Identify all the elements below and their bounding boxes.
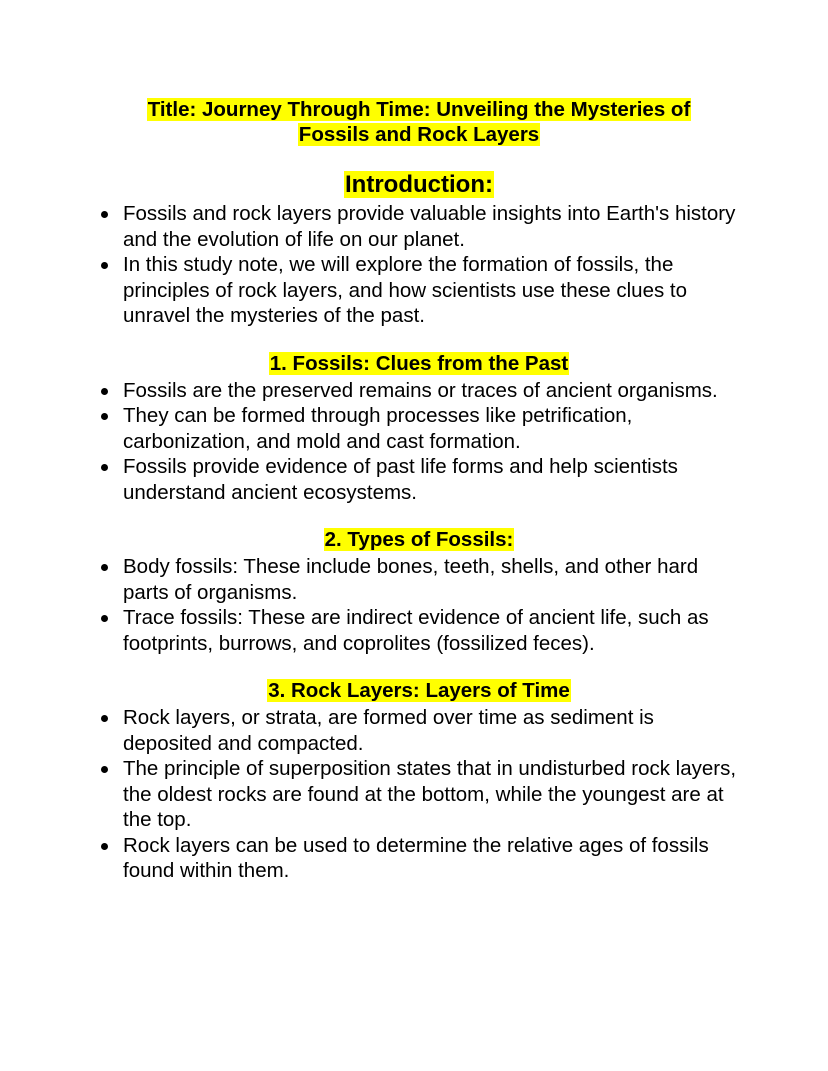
types-of-fossils-list — [100, 554, 738, 656]
list-item: Trace fossils: These are indirect evidence of ancient life, such as footprints, burrows, and coprolites (fossilized feces). — [100, 605, 738, 656]
document-title — [100, 97, 738, 147]
section-heading-rock-layers: 3. Rock Layers: Layers of Time — [268, 679, 570, 702]
title-line-2: Fossils and Rock Layers — [298, 123, 540, 146]
list-item: In this study note, we will explore the formation of fossils, the principles of rock layers, and how scientists use these clues to unravel the mysteries of the past. — [100, 252, 738, 329]
introduction-list — [100, 201, 738, 329]
list-item: Fossils and rock layers provide valuable insights into Earth's history and the evolution of life on our planet. — [100, 201, 738, 252]
fossils-list — [100, 378, 738, 506]
list-item: Rock layers can be used to determine the relative ages of fossils found within them. — [100, 833, 738, 884]
section-heading-types-of-fossils: 2. Types of Fossils: — [324, 528, 514, 551]
list-item: Rock layers, or strata, are formed over time as sediment is deposited and compacted. — [100, 705, 738, 756]
list-item: The principle of superposition states that in undisturbed rock layers, the oldest rocks are found at the bottom, while the youngest are at the top. — [100, 756, 738, 833]
title-line-1: Title: Journey Through Time: Unveiling the Mysteries of — [147, 98, 691, 121]
section-heading-introduction: Introduction: — [345, 171, 493, 198]
list-item: Fossils provide evidence of past life forms and help scientists understand ancient ecosystems. — [100, 454, 738, 505]
list-item: Fossils are the preserved remains or traces of ancient organisms. — [100, 378, 738, 404]
list-item: Body fossils: These include bones, teeth, shells, and other hard parts of organisms. — [100, 554, 738, 605]
section-heading-fossils: 1. Fossils: Clues from the Past — [269, 351, 569, 375]
list-item: They can be formed through processes like petrification, carbonization, and mold and cast formation. — [100, 403, 738, 454]
rock-layers-list — [100, 705, 738, 884]
